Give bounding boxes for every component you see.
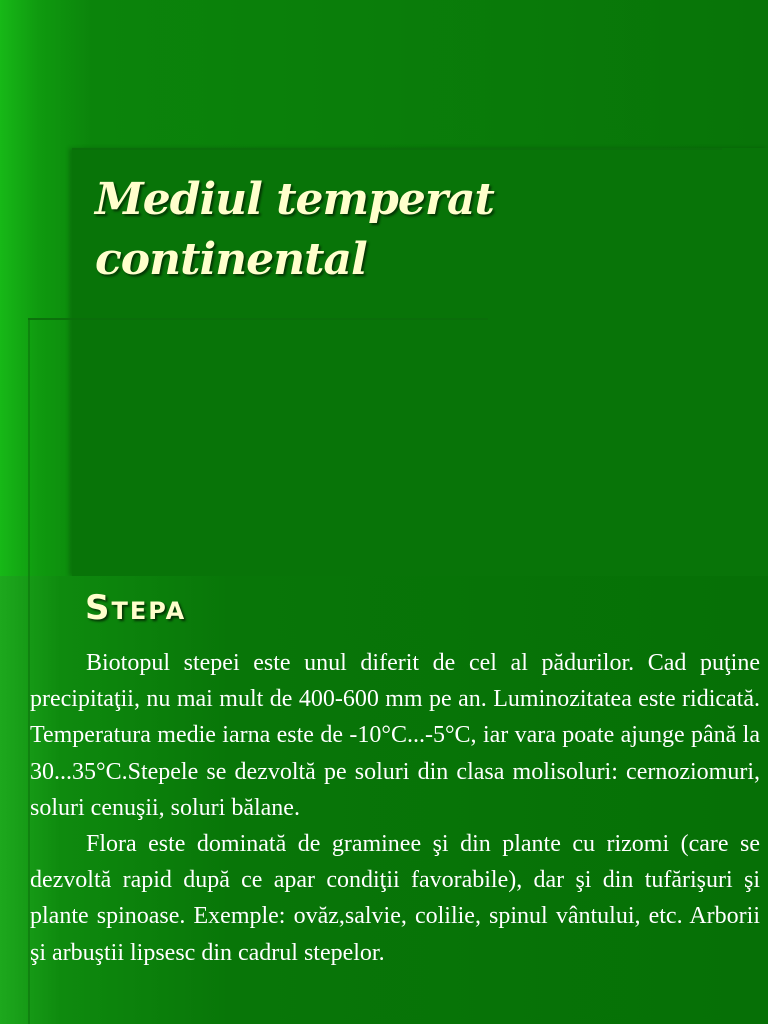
slide-title-line1: Mediul temperat	[95, 174, 494, 225]
content-body	[30, 645, 760, 971]
slide-title	[95, 170, 695, 290]
slide-title-line2: continental	[95, 234, 367, 285]
paragraph-flora: Flora este dominată de graminee şi din plante cu rizomi (care se dezvoltă rapid după ce apar condiţii favorabile), dar şi din tufărişuri şi plante spinoase. Exemple: ovăz,salvie, colilie, spinul vântului, etc. Arborii şi arbuştii lipsesc din cadrul stepelor.	[30, 831, 760, 966]
decor-vertical-line	[28, 320, 30, 576]
section-heading: Stepa	[85, 588, 187, 628]
decor-top-line	[72, 148, 722, 150]
decor-middle-line	[28, 318, 488, 320]
paragraph-biotop: Biotopul stepei este unul diferit de cel al pădurilor. Cad puţine precipitaţii, nu mai mult de 400-600 mm pe an. Luminozitatea este ridicată. Temperatura medie iarna este de -10°C...-5°C, iar vara poate ajunge până la 30...35°C.Stepele se dezvoltă pe soluri din clasa molisoluri: cernoziomuri, soluri cenuşii, soluri bălane.	[30, 650, 760, 821]
